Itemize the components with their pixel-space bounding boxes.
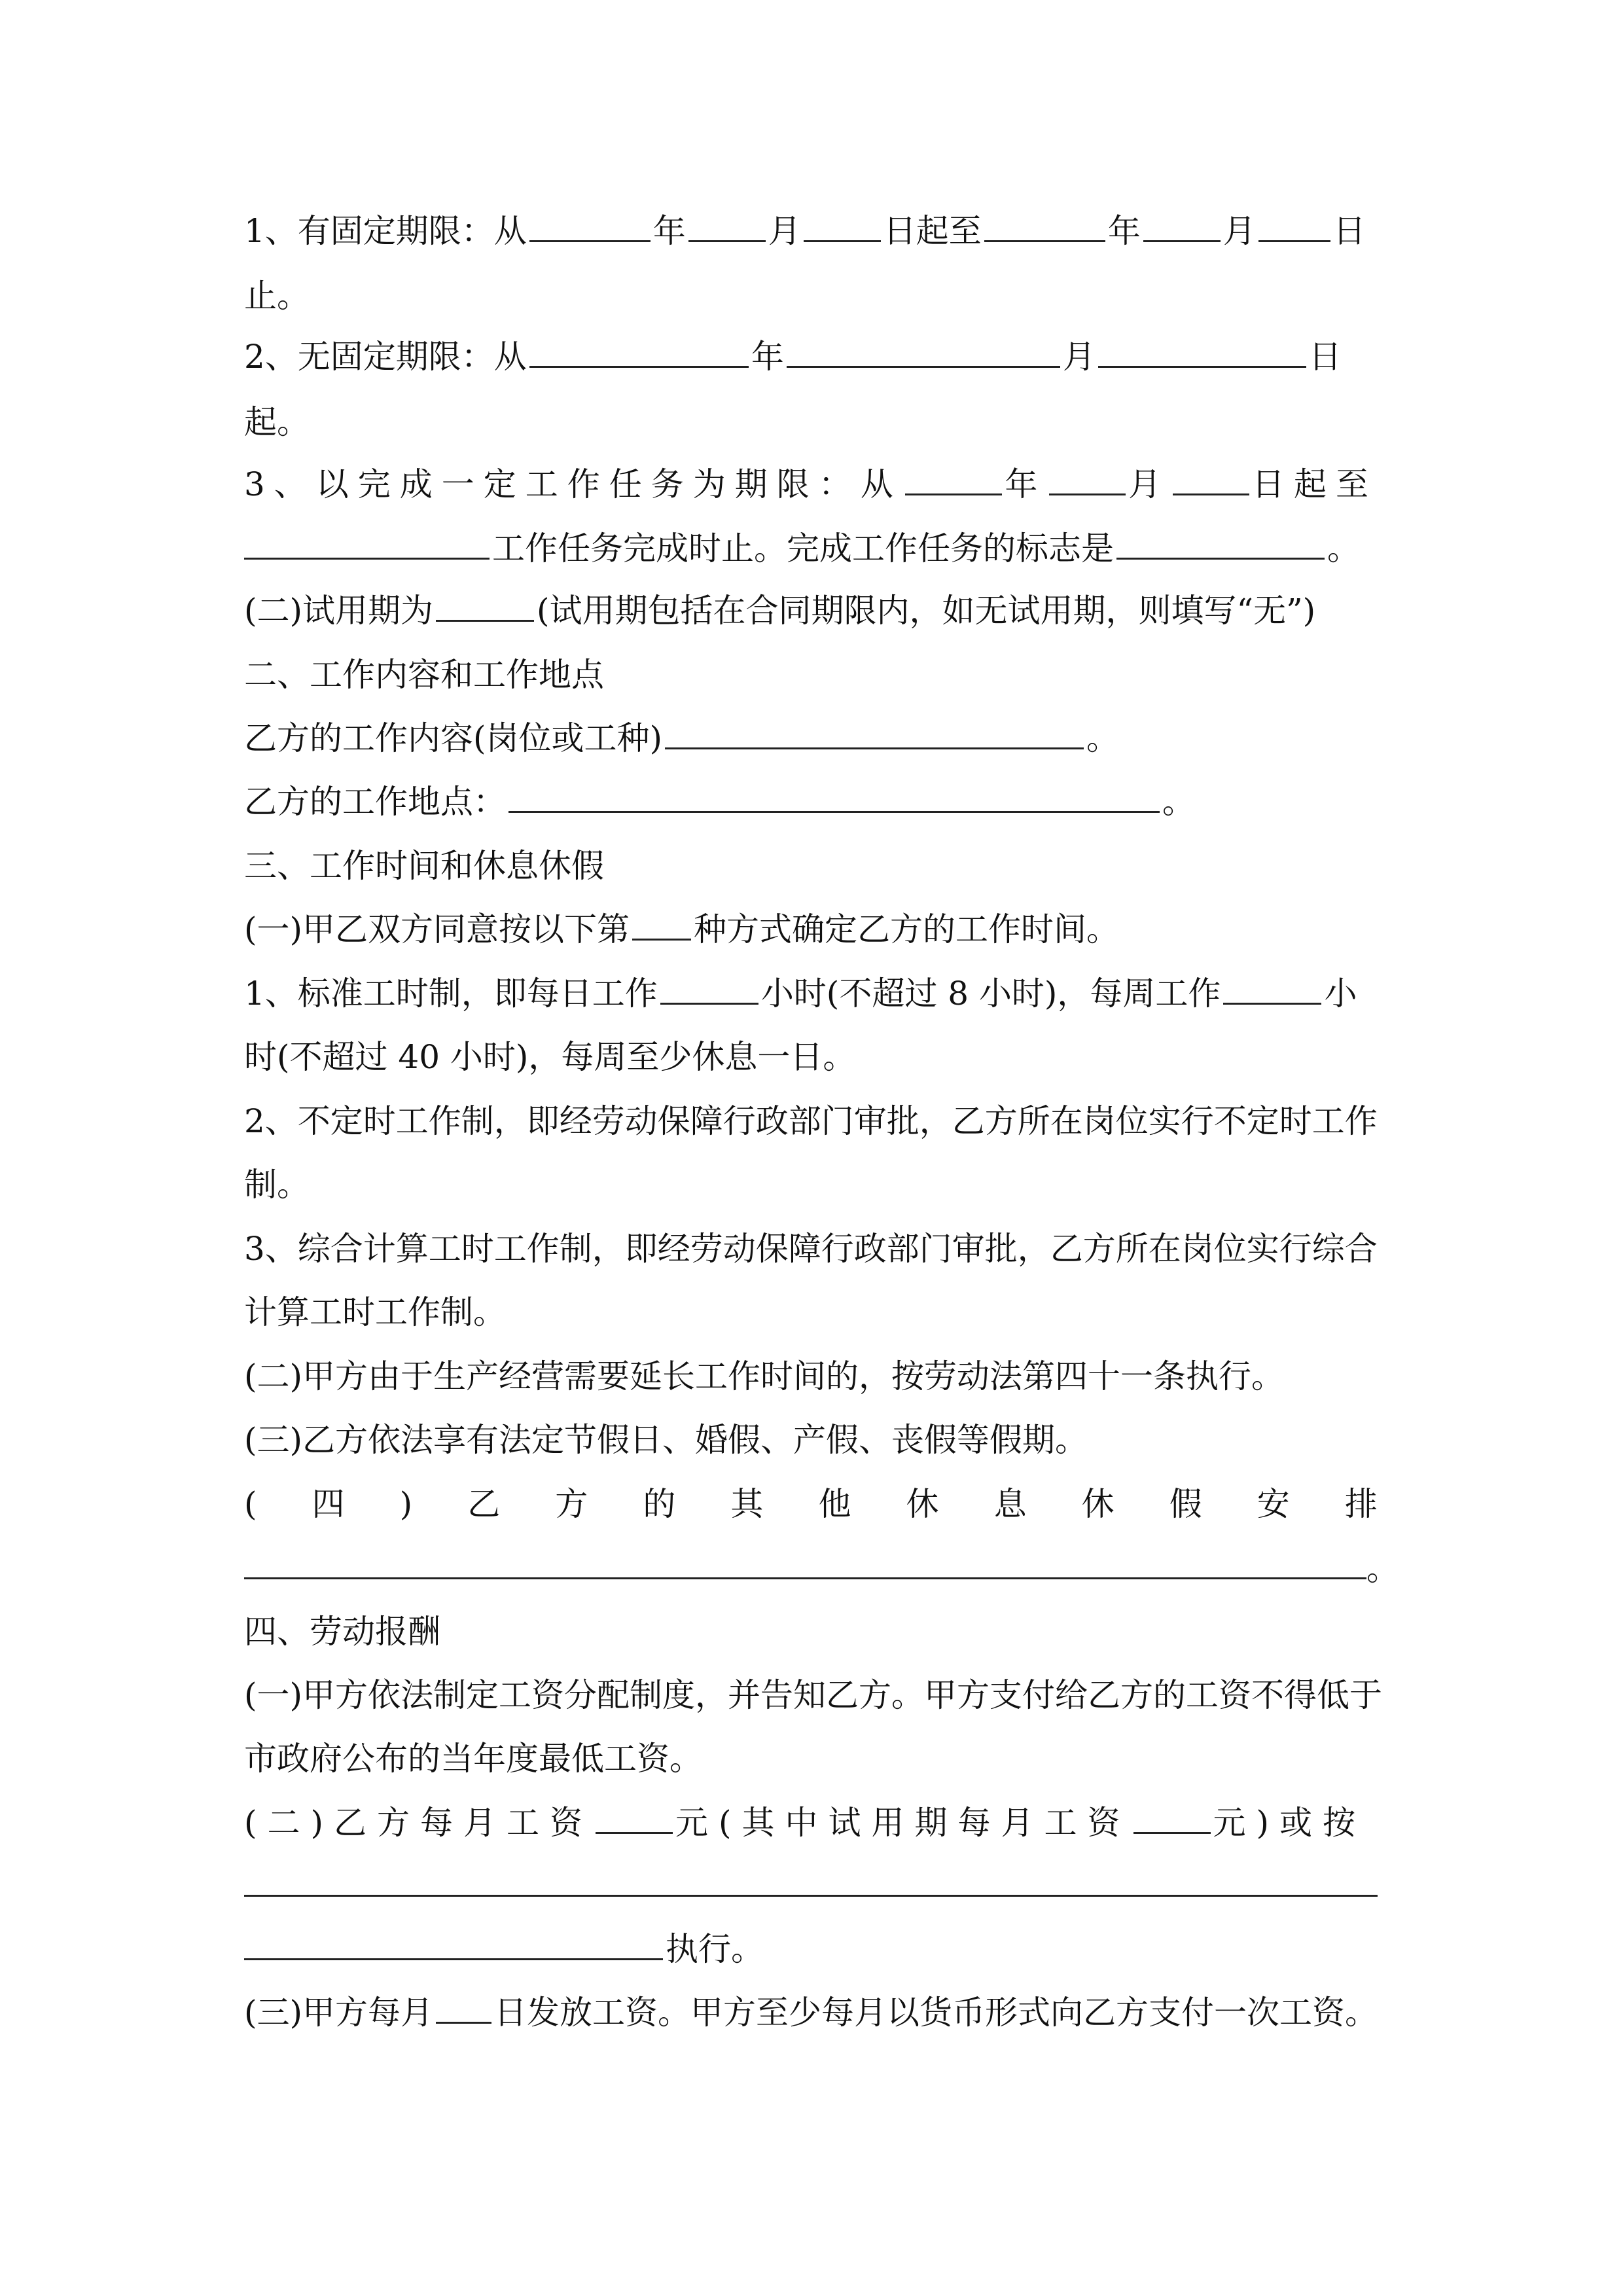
blank-field[interactable] (688, 209, 766, 242)
blank-field[interactable] (804, 209, 881, 242)
char: 息 (993, 1485, 1027, 1523)
blank-field[interactable] (1049, 462, 1126, 495)
text: 二、工作内容和工作地点 (244, 656, 604, 694)
text: 日起至 (883, 212, 982, 250)
text: 1、有固定期限：从 (244, 212, 527, 250)
paragraph (244, 273, 1378, 319)
term-task-line (244, 461, 1378, 507)
text: 时(不超过 40 小时)，每周至少休息一日。 (244, 1038, 856, 1076)
text: 年 (1107, 212, 1141, 250)
char: 的 (643, 1485, 676, 1523)
text: (试用期包括在合同期限内，如无试用期，则填写“无”) (537, 592, 1316, 630)
text: 计算工时工作制。 (244, 1293, 506, 1331)
blank-field[interactable] (1223, 971, 1321, 1005)
text: 起。 (244, 403, 310, 441)
blank-field[interactable] (1098, 334, 1306, 368)
job-content-line (244, 715, 1378, 761)
text: 年 (1005, 465, 1047, 503)
paragraph (244, 1736, 1378, 1782)
char: 其 (730, 1485, 764, 1523)
paragraph (244, 1034, 1378, 1080)
paragraph (244, 1289, 1378, 1335)
blank-field[interactable] (436, 1990, 491, 2024)
char: 乙 (467, 1485, 501, 1523)
paragraph (244, 1162, 1378, 1208)
term-fixed-line (244, 208, 1378, 254)
char: 休 (906, 1485, 939, 1523)
text: 。 (1162, 783, 1195, 821)
text: 日发放工资。甲方至少每月以货币形式向乙方支付一次工资。 (494, 1994, 1378, 2032)
blank-field[interactable] (665, 716, 1084, 749)
text: 种方式确定乙方的工作时间。 (694, 910, 1120, 948)
text: (三)甲方每月 (244, 1994, 434, 2032)
blank-field[interactable] (905, 462, 1003, 495)
char: 方 (555, 1485, 588, 1523)
text: 1、标准工时制，即每日工作 (244, 975, 658, 1013)
text: 月 (1128, 465, 1171, 503)
other-leave-line (244, 1481, 1378, 1527)
section-heading (244, 1609, 1378, 1655)
char: 四 (312, 1485, 345, 1523)
text: 四、劳动报酬 (244, 1613, 440, 1651)
paragraph (244, 399, 1378, 445)
job-location-line (244, 779, 1378, 825)
blank-field[interactable] (244, 1927, 663, 1960)
text: 市政府公布的当年度最低工资。 (244, 1740, 702, 1778)
text: 月 (1062, 338, 1096, 376)
period (1366, 1546, 1406, 1592)
text: 月 (1222, 212, 1256, 250)
text: 日 (1308, 338, 1342, 376)
char: 他 (818, 1485, 851, 1523)
blank-field[interactable] (1133, 1801, 1211, 1834)
char: 假 (1169, 1485, 1202, 1523)
text: (一)甲乙双方同意按以下第 (244, 910, 630, 948)
text: 3、以完成一定工作任务为期限：从 (244, 465, 902, 503)
text: (二)试用期为 (244, 592, 434, 630)
blank-field[interactable] (632, 907, 691, 941)
text: 3、综合计算工时工作制，即经劳动保障行政部门审批，乙方所在岗位实行综合 (244, 1230, 1378, 1268)
paragraph (244, 1672, 1383, 1718)
standard-hours-line (244, 971, 1378, 1016)
text: 。 (1086, 719, 1120, 757)
blank-field[interactable] (1143, 209, 1221, 242)
text: 2、无固定期限：从 (244, 338, 527, 376)
blank-field[interactable] (529, 209, 651, 242)
char: ) (399, 1485, 413, 1523)
text: 年 (652, 212, 686, 250)
blank-field[interactable] (1173, 462, 1249, 495)
char: 安 (1257, 1485, 1290, 1523)
paragraph (244, 1417, 1378, 1463)
text: 乙方的工作地点： (244, 783, 506, 821)
execute-line (244, 1926, 1378, 1972)
text: 2、不定时工作制，即经劳动保障行政部门审批，乙方所在岗位实行不定时工作 (244, 1102, 1378, 1140)
blank-field[interactable] (660, 971, 758, 1005)
text: (三)乙方依法享有法定节假日、婚假、产假、丧假等假期。 (244, 1421, 1088, 1459)
paragraph (244, 1098, 1378, 1144)
text: 元(其中试用期每月工资 (675, 1804, 1131, 1842)
work-time-line (244, 906, 1378, 952)
section-heading (244, 843, 1378, 889)
text: 工作任务完成时止。完成工作任务的标志是 (492, 529, 1114, 567)
paragraph (244, 1226, 1378, 1272)
text: 乙方的工作内容(岗位或工种) (244, 719, 663, 757)
text: 小时(不超过 8 小时)，每周工作 (760, 975, 1221, 1013)
task-complete-line (244, 526, 1378, 571)
section-heading (244, 652, 1378, 698)
text: 日起至 (1251, 465, 1378, 503)
text: 止。 (244, 277, 310, 315)
text: (一)甲方依法制定工资分配制度，并告知乙方。甲方支付给乙方的工资不得低于 (244, 1676, 1383, 1714)
text: (二)甲方由于生产经营需要延长工作时间的，按劳动法第四十一条执行。 (244, 1357, 1285, 1395)
text: 执行。 (666, 1930, 764, 1968)
char: 休 (1081, 1485, 1115, 1523)
blank-field[interactable] (596, 1801, 673, 1834)
char: ( (244, 1485, 257, 1523)
blank-field[interactable] (436, 588, 534, 622)
text: 月 (768, 212, 801, 250)
text: 元)或按 (1213, 1804, 1366, 1842)
blank-field[interactable] (1116, 526, 1325, 560)
paragraph (244, 1354, 1378, 1399)
blank-field[interactable] (529, 334, 749, 368)
text: 小 (1324, 975, 1357, 1013)
text: 。 (1366, 1550, 1399, 1588)
payday-line (244, 1990, 1378, 2036)
blank-field[interactable] (787, 334, 1060, 368)
blank-field[interactable] (244, 1577, 1366, 1579)
blank-field[interactable] (1258, 209, 1330, 242)
text: (二)乙方每月工资 (244, 1804, 594, 1842)
blank-field[interactable] (984, 209, 1105, 242)
text: 。 (1327, 529, 1360, 567)
term-open-line (244, 334, 1378, 380)
text: 年 (751, 338, 784, 376)
probation-line (244, 588, 1378, 634)
blank-field[interactable] (244, 526, 490, 560)
text: 三、工作时间和休息休假 (244, 847, 604, 885)
text: 制。 (244, 1166, 310, 1204)
monthly-wage-line (244, 1800, 1378, 1846)
blank-field[interactable] (508, 780, 1160, 813)
text: 日 (1332, 212, 1366, 250)
blank-field[interactable] (244, 1895, 1378, 1897)
char: 排 (1344, 1485, 1378, 1523)
